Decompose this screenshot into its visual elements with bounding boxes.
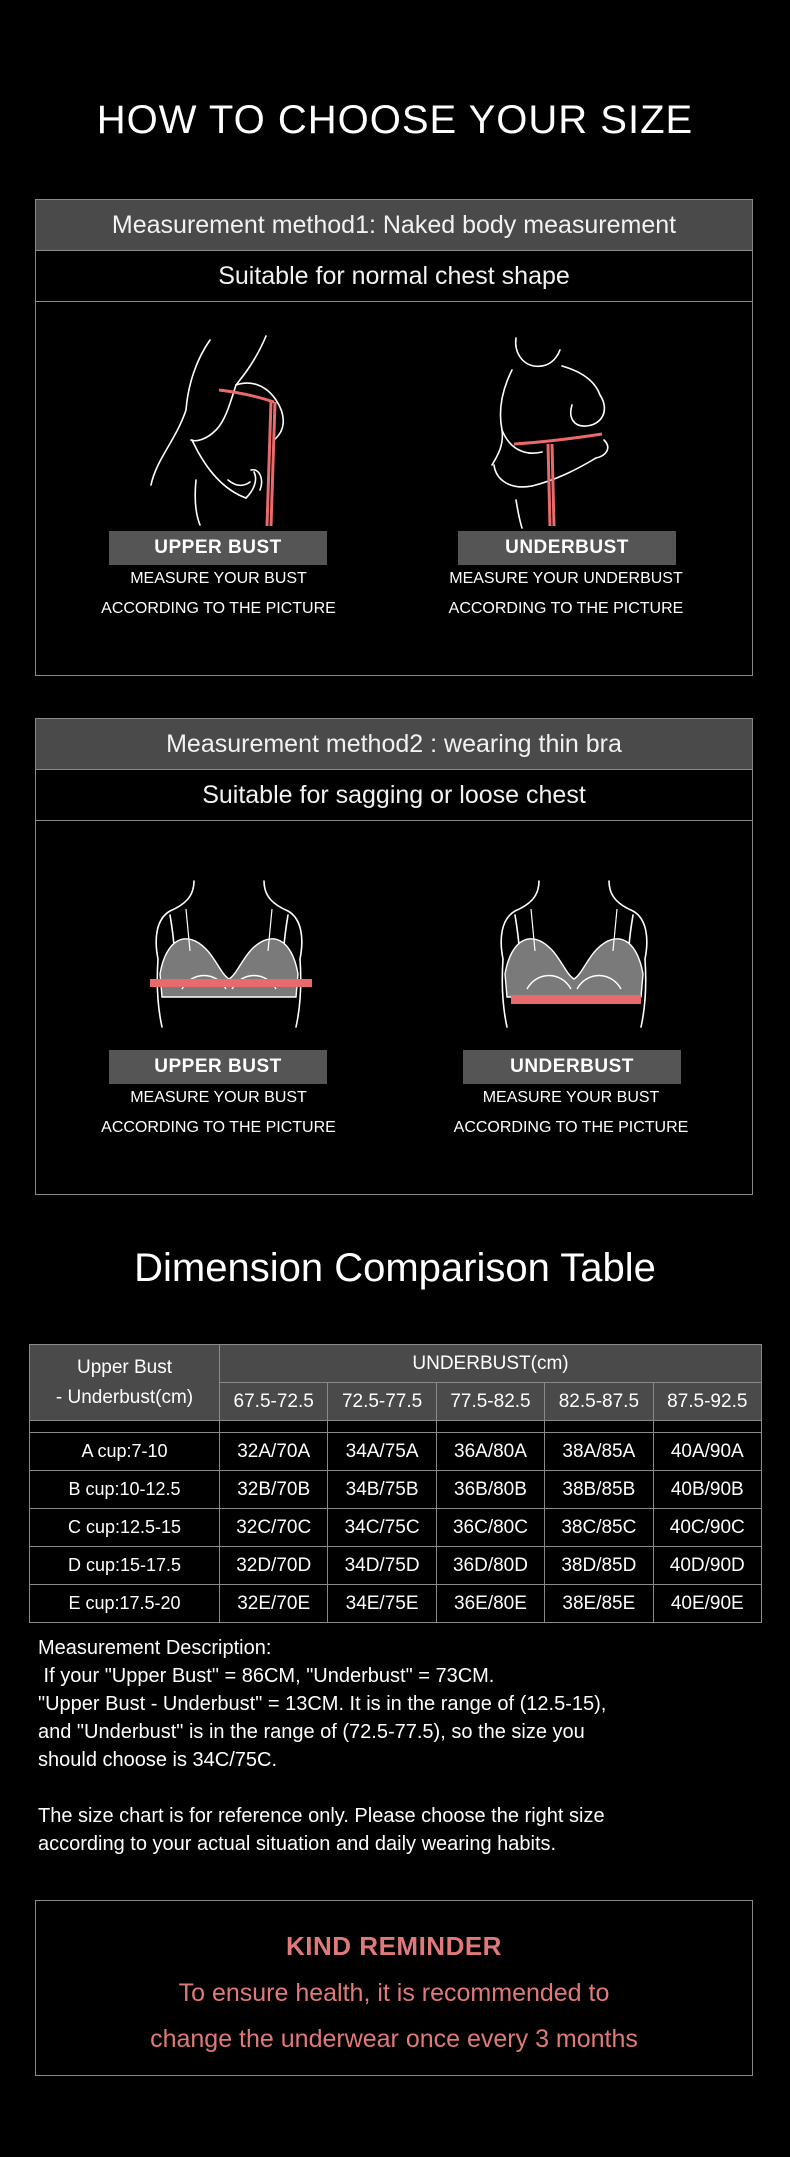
table-cell: 34B/75B bbox=[328, 1471, 436, 1509]
method2-upper-bust-tag: UPPER BUST bbox=[109, 1050, 327, 1084]
table-cell: 36A/80A bbox=[436, 1433, 544, 1471]
method2-panel bbox=[35, 718, 753, 1195]
column-header: 77.5-82.5 bbox=[436, 1383, 544, 1421]
table-row bbox=[30, 1547, 762, 1585]
description-spacer bbox=[38, 1774, 758, 1802]
underbust-naked-figure bbox=[476, 330, 676, 530]
table-cell: 34C/75C bbox=[328, 1509, 436, 1547]
upper-bust-naked-figure bbox=[136, 330, 356, 530]
column-header: 72.5-77.5 bbox=[328, 1383, 436, 1421]
table-cell: 32B/70B bbox=[220, 1471, 328, 1509]
method1-underbust-caption-1: MEASURE YOUR UNDERBUST bbox=[449, 570, 683, 587]
row-label: D cup:15-17.5 bbox=[30, 1547, 220, 1585]
corner-line-1: Upper Bust bbox=[76, 1356, 173, 1378]
method2-underbust-tag: UNDERBUST bbox=[463, 1050, 681, 1084]
table-cell: 36C/80C bbox=[436, 1509, 544, 1547]
table-cell: 40B/90B bbox=[653, 1471, 761, 1509]
table-cell: 38E/85E bbox=[545, 1585, 653, 1623]
kind-reminder-box bbox=[35, 1900, 753, 2076]
table-cell: 34D/75D bbox=[328, 1547, 436, 1585]
description-line: Measurement Description: bbox=[38, 1637, 272, 1659]
table-cell: 40D/90D bbox=[653, 1547, 761, 1585]
row-label: A cup:7-10 bbox=[30, 1433, 220, 1471]
table-title: Dimension Comparison Table bbox=[134, 1246, 656, 1290]
method2-underbust-caption-2: ACCORDING TO THE PICTURE bbox=[453, 1119, 689, 1136]
table-row bbox=[30, 1585, 762, 1623]
description-note: The size chart is for reference only. Please choose the right size bbox=[38, 1805, 605, 1827]
row-label: B cup:10-12.5 bbox=[30, 1471, 220, 1509]
spacer-cell bbox=[436, 1421, 544, 1433]
table-cell: 36D/80D bbox=[436, 1547, 544, 1585]
spacer-cell bbox=[30, 1421, 220, 1433]
underbust-group-header: UNDERBUST(cm) bbox=[220, 1345, 762, 1383]
reminder-line-1: To ensure health, it is recommended to bbox=[178, 1979, 610, 2007]
table-row bbox=[30, 1471, 762, 1509]
method2-upper-bust-caption-1: MEASURE YOUR BUST bbox=[130, 1089, 307, 1106]
column-header: 82.5-87.5 bbox=[545, 1383, 653, 1421]
table-cell: 32A/70A bbox=[220, 1433, 328, 1471]
row-label: C cup:12.5-15 bbox=[30, 1509, 220, 1547]
description-line: and "Underbust" is in the range of (72.5-77.5), so the size you bbox=[38, 1721, 585, 1743]
method1-upper-bust-caption-2: ACCORDING TO THE PICTURE bbox=[101, 600, 336, 617]
reminder-line-2: change the underwear once every 3 months bbox=[150, 2025, 638, 2053]
table-cell: 32E/70E bbox=[220, 1585, 328, 1623]
row-label: E cup:17.5-20 bbox=[30, 1585, 220, 1623]
table-row bbox=[30, 1509, 762, 1547]
column-header: 67.5-72.5 bbox=[220, 1383, 328, 1421]
method1-upper-bust-tag: UPPER BUST bbox=[109, 531, 327, 565]
description-line: should choose is 34C/75C. bbox=[38, 1749, 278, 1771]
table-cell: 38C/85C bbox=[545, 1509, 653, 1547]
method1-subheading: Suitable for normal chest shape bbox=[36, 251, 752, 302]
spacer-cell bbox=[653, 1421, 761, 1433]
table-cell: 32D/70D bbox=[220, 1547, 328, 1585]
table-cell: 34E/75E bbox=[328, 1585, 436, 1623]
method2-upper-bust-caption-2: ACCORDING TO THE PICTURE bbox=[101, 1119, 336, 1136]
method1-panel bbox=[35, 199, 753, 676]
table-cell: 32C/70C bbox=[220, 1509, 328, 1547]
table-cell: 40E/90E bbox=[653, 1585, 761, 1623]
table-cell: 38D/85D bbox=[545, 1547, 653, 1585]
description-line: If your "Upper Bust" = 86CM, "Underbust" = 73CM. bbox=[38, 1665, 495, 1687]
table-cell: 36B/80B bbox=[436, 1471, 544, 1509]
description-line: "Upper Bust - Underbust" = 13CM. It is in the range of (12.5-15), bbox=[38, 1693, 607, 1715]
page-title: HOW TO CHOOSE YOUR SIZE bbox=[96, 98, 694, 142]
size-table bbox=[29, 1344, 762, 1623]
method1-heading: Measurement method1: Naked body measurement bbox=[36, 200, 752, 251]
table-cell: 40C/90C bbox=[653, 1509, 761, 1547]
method1-underbust-tag: UNDERBUST bbox=[458, 531, 676, 565]
table-cell: 40A/90A bbox=[653, 1433, 761, 1471]
underbust-bra-figure bbox=[491, 879, 661, 1039]
table-corner-header bbox=[30, 1345, 220, 1421]
corner-line-2: - Underbust(cm) bbox=[55, 1386, 194, 1408]
method1-upper-bust-caption-1: MEASURE YOUR BUST bbox=[130, 570, 307, 587]
method2-underbust-caption-1: MEASURE YOUR BUST bbox=[482, 1089, 660, 1106]
table-cell: 38B/85B bbox=[545, 1471, 653, 1509]
reminder-title: KIND REMINDER bbox=[286, 1931, 502, 1961]
method1-underbust-caption-2: ACCORDING TO THE PICTURE bbox=[448, 600, 684, 617]
description-note: according to your actual situation and daily wearing habits. bbox=[38, 1833, 557, 1855]
table-cell: 38A/85A bbox=[545, 1433, 653, 1471]
table-cell: 36E/80E bbox=[436, 1585, 544, 1623]
measurement-description bbox=[38, 1634, 758, 1858]
table-cell: 34A/75A bbox=[328, 1433, 436, 1471]
table-row bbox=[30, 1433, 762, 1471]
method2-heading: Measurement method2 : wearing thin bra bbox=[36, 719, 752, 770]
spacer-cell bbox=[220, 1421, 328, 1433]
spacer-cell bbox=[328, 1421, 436, 1433]
spacer-cell bbox=[545, 1421, 653, 1433]
upper-bust-bra-figure bbox=[146, 879, 316, 1039]
column-header: 87.5-92.5 bbox=[653, 1383, 761, 1421]
method2-subheading: Suitable for sagging or loose chest bbox=[36, 770, 752, 821]
